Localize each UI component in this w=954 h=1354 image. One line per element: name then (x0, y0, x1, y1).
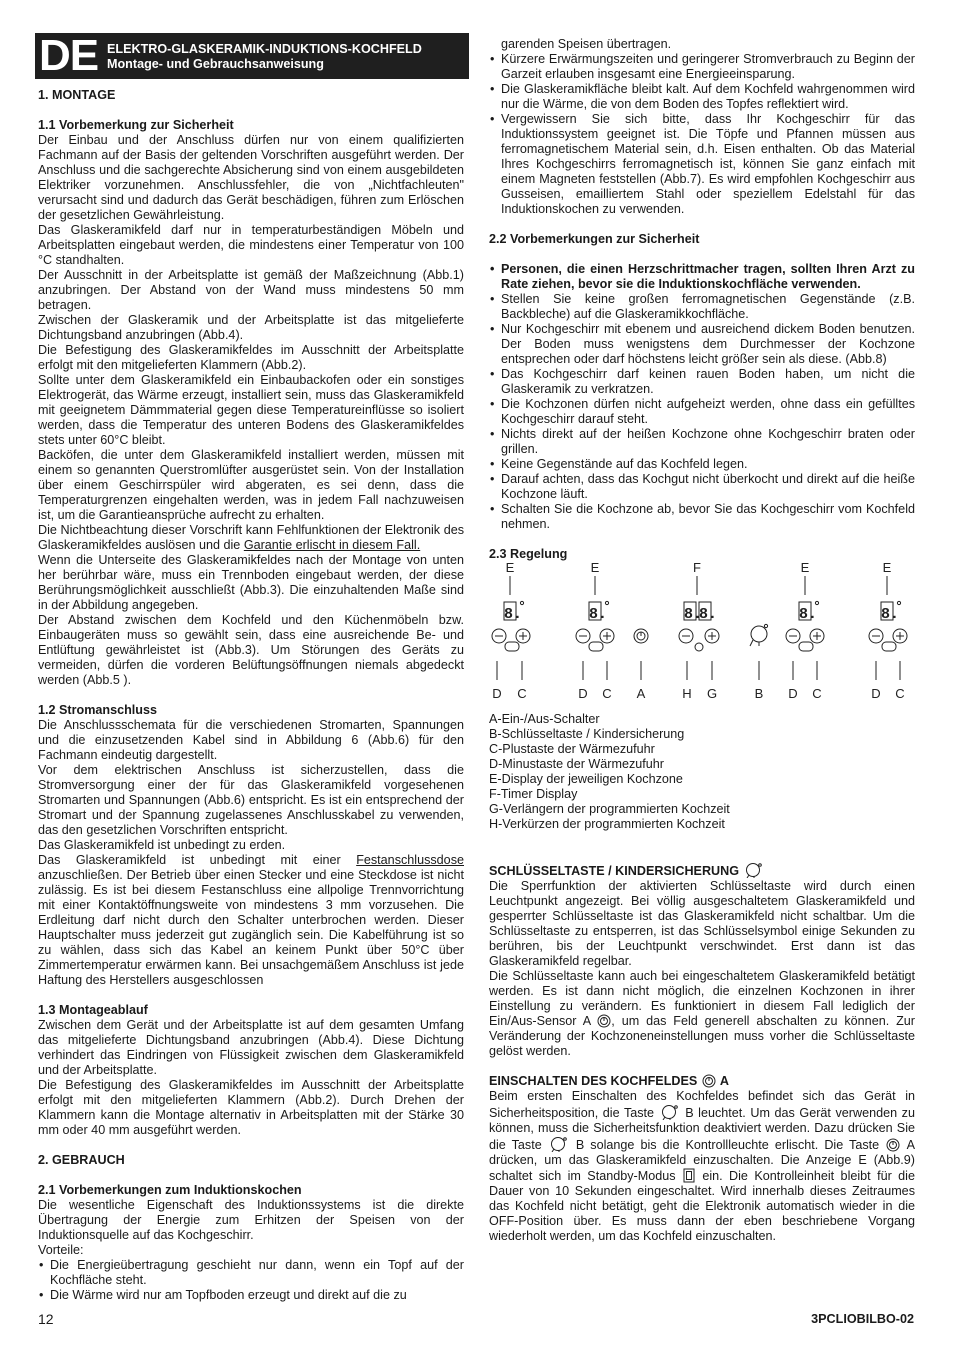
bullet-item: • Nur Kochgeschirr mit ebenem und ausreichend dickem Boden benutzen. Der Boden muss wenigstens dem Durchmesser der Kochzone entsprechen oder darf höchstens leicht größer sein als diese. (Abb.8) (489, 322, 915, 367)
continuation-text: garenden Speisen übertragen. (501, 37, 672, 51)
document-title: ELEKTRO-GLASKERAMIK-INDUKTIONS-KOCHFELD (107, 42, 422, 56)
legend-item: G-Verlängern der programmierten Kochzeit (489, 802, 730, 816)
paragraph: Die Befestigung des Glaskeramikfeldes im Ausschnitt der Arbeitsplatte erfolgt mit den mitgelieferten Klammern (Abb.2). (38, 343, 464, 372)
paragraph: Die Sperrfunktion der aktivierten Schlüsseltaste wird durch einen Leuchtpunkt angezeigt. Bei völlig ausgeschaltetem Glaskeramikfeld und gesperrter Schlüsseltaste ist das Glaskeramikfeld nicht schaltbar. Um die Schlüsseltaste zu entsperren, ist das Schlüsselsymbol einige Sekunden zu berühren, bis der Leuchtpunkt verschwindet. Erst dann ist das Glaskeramikfeld regelbar. (489, 879, 915, 968)
paragraph: Die wesentliche Eigenschaft des Induktionssystems ist die direkte Übertragung der Energie zum Erhitzen der Speisen von der Induktionsquelle auf das Kochgeschirr. (38, 1198, 464, 1242)
label-b: B (754, 686, 764, 701)
control-panel-diagram (489, 562, 915, 712)
plus-button-zone-1 (516, 629, 530, 643)
paragraph: Das Glaskeramikfeld darf nur in temperaturbeständigen Möbeln und Arbeitsplatten eingebaut werden, die mindestens einer Temperatur von 100 °C standhalten. (38, 223, 464, 267)
paragraph (489, 1089, 915, 1244)
language-code: DE (39, 31, 99, 80)
label-c: C (602, 686, 612, 701)
right-column (489, 37, 915, 1244)
zone-digit: 8. (881, 606, 900, 623)
text-span: Die Schlüsseltaste kann auch bei eingeschaltetem Glaskeramikfeld betätigt werden. Es ist dann nicht möglich, die einzelnen Kochzonen in ihrer Einstellung zu verändern. Es funktioniert in diesem Fall lediglich der Ein/Aus-Sensor A (489, 969, 915, 1028)
document-header (35, 33, 469, 79)
text-span: Die Nichtbeachtung dieser Vorschrift kann Fehlfunktionen der Elektronik des Glaskeramikfeldes auslösen und die (38, 523, 464, 552)
text-span: ein. Die Kontrolleinheit bleibt für die Dauer von 10 Sekunden eingeschaltet. Wird innerhalb dieses Zeitraumes das Kochfeld nicht betätigt, geht die Elektronik automatisch wieder in die OFF-Position über. Es muss dann der eben beschriebene Vorgang wiederholt werden, um das Kochfeld einzuschalten. (489, 1169, 915, 1243)
minus-button-zone-3 (786, 629, 800, 643)
bullet-item: • Die Glaskeramikfläche bleibt kalt. Auf dem Kochfeld wahrgenommen wird nur die Wärme, die von dem Boden des Topfes reflektiert wird. (489, 82, 915, 112)
label-c: C (517, 686, 527, 701)
bullet-item: • Das Kochgeschirr darf keinen rauen Boden haben, um nicht die Glaskeramik zu verkratzen. (489, 367, 915, 397)
paragraph: Vor dem elektrischen Anschluss ist sicherzustellen, dass die Stromversorgung einer der für das Glaskeramikfeld vorgesehenen Stromarten und Spannungen (Abb.6) entspricht. Es ist ein entsprechend der Stromart und der Spannung zugelassenes Anschlusskabel zu verwenden, das den gesetzlichen Vorschriften entspricht. (38, 763, 464, 837)
minus-button-zone-2 (576, 629, 590, 643)
bullet-item-warning: • Personen, die einen Herzschrittmacher tragen, sollten Ihren Arzt zu Rate ziehen, bevor sie die Induktionskochfläche verwenden. (489, 262, 915, 292)
section-heading: 1. MONTAGE (38, 88, 116, 102)
label-h: H (682, 686, 692, 701)
timer-digit: 8. (699, 606, 718, 623)
paragraph: Die Befestigung des Glaskeramikfeldes im Ausschnitt der Arbeitsplatte erfolgt mit den mitgelieferten Klammern (Abb.2). Durch Drehen der Klammern kann die Montage alternativ in Arbeitsplatten mit der Stärke 30 mm oder 40 mm ausgeführt werden. (38, 1078, 464, 1137)
label-e: E (590, 562, 600, 575)
power-icon (885, 1138, 901, 1152)
subsection-heading (489, 862, 915, 879)
subsection-heading (489, 1074, 915, 1089)
legend-item: F-Timer Display (489, 787, 578, 801)
document-subtitle: Montage- und Gebrauchsanweisung (107, 57, 324, 71)
standby-display-icon (682, 1168, 696, 1183)
paragraph: Sollte unter dem Glaskeramikfeld ein Einbaubackofen oder ein sonstiges Elektrogerät, das Wärme erzeugt, installiert sein, muss das Glaskeramikfeld mit geeignetem Dämmmaterial gegen diese Temperatureinflüsse so isoliert werden, dass die Temperatur des unteren Bodens des Glaskeramikfeldes stets unter 60°C bleibt. (38, 373, 464, 447)
power-icon (701, 1074, 717, 1088)
bullet-item: • Schalten Sie die Kochzone ab, bevor Sie das Kochgeschirr vom Kochfeld nehmen. (489, 502, 915, 532)
plus-button-zone-4 (893, 629, 907, 643)
legend-item: H-Verkürzen der programmierten Kochzeit (489, 817, 725, 831)
subsection-heading: 2.3 Regelung (489, 547, 568, 561)
paragraph: Vorteile: (38, 1243, 84, 1257)
left-column (38, 88, 464, 1303)
paragraph: Der Einbau und der Anschluss dürfen nur von einem qualifizierten Fachmann auf der Basis der geltenden Vorschriften ausgeführt werden. Der Anschluss und die sachgerechte Absicherung sind von einem ausgebildeten Elektriker vorzunehmen. Anschlussfehler, die von „Nichtfachleuten" verursacht sind und dadurch das Gerät beschädigen, führen zum Erlöschen der gesetzlichen Gewährleistung. (38, 133, 464, 222)
paragraph: Das Glaskeramikfeld ist unbedingt zu erden. (38, 838, 286, 852)
label-d: D (578, 686, 588, 701)
heading-text: SCHLÜSSELTASTE / KINDERSICHERUNG (489, 864, 740, 878)
paragraph (38, 523, 464, 553)
section-heading: 2. GEBRAUCH (38, 1153, 125, 1167)
legend-item: D-Minustaste der Wärmezufuhr (489, 757, 664, 771)
plus-button-zone-2 (600, 629, 614, 643)
bullet-item: • Darauf achten, dass das Kochgut nicht überkocht und direkt auf die heiße Kochzone läuft. (489, 472, 915, 502)
paragraph: Zwischen dem Gerät und der Arbeitsplatte ist auf dem gesamten Umfang das mitgelieferte Dichtungsband anzubringen (Abb.4). Diese Dichtung verhindert das Eindringen von Flüssigkeit zwischen dem Glaskeramikfeld und der Arbeitsplatte. (38, 1018, 464, 1077)
legend-item: E-Display der jeweiligen Kochzone (489, 772, 683, 786)
label-c: C (895, 686, 905, 701)
text-span: Das Glaskeramikfeld ist unbedingt mit einer (38, 853, 357, 867)
label-e: E (800, 562, 810, 575)
key-lock-icon (659, 1104, 681, 1120)
subsection-heading: 2.2 Vorbemerkungen zur Sicherheit (489, 232, 700, 246)
document-code: 3PCLIOBILBO-02 (811, 1312, 914, 1326)
bullet-item: • Die Kochzonen dürfen nicht aufgeheizt werden, ohne dass ein gefülltes Kochgeschirr darauf steht. (489, 397, 915, 427)
paragraph: Wenn die Unterseite des Glaskeramikfeldes nach der Montage von unten her berührbar wäre, muss ein Trennboden eingebaut werden, der diese Berührungsmöglichkeit ausschließt (Abb.3). Die einzuhaltenden Maße sind in der Abbildung angegeben. (38, 553, 464, 612)
bullet-item: • Stellen Sie keine großen ferromagnetischen Gegenstände (z.B. Backbleche) auf die Glaskeramikkochfläche. (489, 292, 915, 322)
bullet-item: • Keine Gegenstände auf das Kochfeld legen. (489, 457, 915, 472)
label-d: D (492, 686, 502, 701)
timer-digit: 8. (684, 606, 703, 623)
minus-button-zone-1 (492, 629, 506, 643)
label-c: C (812, 686, 822, 701)
timer-minus-button (679, 629, 693, 643)
text-span: anzuschließen. Der Betrieb über einen Stecker und eine Steckdose ist nicht zulässig. Es ist bei diesem Festanschluss eine allpolige Trennvorrichtung mit einer Kontaktöffnungsweite von mindestens 3 mm vorzusehen. Die Erdleitung darf nicht durch den Schalter unterbrochen werden. Dieser Hauptschalter muss jederzeit gut zugänglich sein. Die Kabelführung ist so zu wählen, dass sich das Kabel an keinem Punkt über 50°C über Zimmertemperatur erwärmen kann. Bei unsachgemäßem Anschluss ist jede Haftung des Herstellers ausgeschlossen (38, 868, 464, 987)
legend-list (489, 712, 915, 832)
paragraph: Der Abstand zwischen dem Kochfeld und den Küchenmöbeln bzw. Einbaugeräten muss so gewählt sein, dass eine ausreichende Be- und Entlüftung gewährleistet ist (Abb.3). Um Störungen des Geräts zu vermeiden, dürfen die vorderen Belüftungsöffnungen niemals abgedeckt werden (Abb.5 ). (38, 613, 464, 687)
text-span: Beim ersten Einschalten des Kochfeldes befindet sich das Gerät in Sicherheitsposition, die Taste (489, 1089, 915, 1120)
paragraph: Der Ausschnitt in der Arbeitsplatte ist gemäß der Maßzeichnung (Abb.1) anzubringen. Der Abstand von der Wand muss mindestens 50 mm betragen. (38, 268, 464, 312)
label-d: D (788, 686, 798, 701)
text-span: A drücken, um das Glaskeramikfeld einzuschalten. Die Anzeige E (Abb.9) schaltet sich im Standby-Modus (489, 1138, 915, 1183)
legend-item: B-Schlüsseltaste / Kindersicherung (489, 727, 685, 741)
zone-digit: 8. (589, 606, 608, 623)
label-g: G (706, 686, 718, 701)
heading-suffix: A (716, 1074, 729, 1088)
label-e: E (505, 562, 515, 575)
text-span: B solange bis die Kontrollleuchte erlischt. Die Taste (569, 1138, 886, 1152)
bullet-item: • Die Energieübertragung geschieht nur dann, wenn ein Topf auf der Kochfläche steht. (38, 1258, 464, 1288)
paragraph: Die Anschlussschemata für die verschiedenen Stromarten, Spannungen und die einzusetzenden Kabel sind in Abbildung 6 (Abb.6) für den Fachmann eindeutig dargestellt. (38, 718, 464, 762)
minus-button-zone-4 (869, 629, 883, 643)
text-span: B leuchtet. Um das Gerät verwenden zu können, muss die Sicherheitsfunktion deaktiviert werden. Dazu drücken Sie die Taste (489, 1106, 915, 1152)
key-lock-icon (548, 1136, 570, 1152)
bullet-item: • Die Wärme wird nur am Topfboden erzeugt und direkt auf die zu (38, 1288, 464, 1303)
legend-item: C-Plustaste der Wärmezufuhr (489, 742, 655, 756)
zone-digit: 8. (799, 606, 818, 623)
label-d: D (871, 686, 881, 701)
bullet-item: • Kürzere Erwärmungszeiten und geringerer Stromverbrauch zu Beginn der Garzeit erlauben insgesamt eine Energieeinsparung. (489, 52, 915, 82)
plus-button-zone-3 (810, 629, 824, 643)
label-a: A (636, 686, 646, 701)
subsection-heading: 2.1 Vorbemerkungen zum Induktionskochen (38, 1183, 302, 1197)
subsection-heading: 1.3 Montageablauf (38, 1003, 148, 1017)
paragraph (489, 969, 915, 1059)
heading-text: EINSCHALTEN DES KOCHFELDES (489, 1074, 698, 1088)
subsection-heading: 1.2 Stromanschluss (38, 703, 157, 717)
bullet-item: • Vergewissern Sie sich bitte, dass Ihr Kochgeschirr für das Induktionssystem geeignet ist. Die Töpfe und Pfannen müssen aus ferromagnetischem Material sein, d.h. Eisen enthalten. Ob das Material Ihres Kochgeschirrs ferromagnetisch ist, können Sie ganz einfach mit einem Magneten feststellen (Abb.7). Es wird empfohlen Kochgeschirr aus Gusseisen, emailliertem Stahl oder speziellem Edelstahl für das Induktionskochen zu verwenden. (489, 112, 915, 217)
underlined-text: Garantie erlischt in diesem Fall. (243, 538, 421, 552)
zone-digit: 8. (504, 606, 523, 623)
underlined-text: Festanschlussdose (356, 853, 464, 867)
key-lock-icon (743, 862, 765, 878)
paragraph (38, 853, 464, 988)
key-lock-button (750, 624, 768, 646)
timer-plus-button (705, 629, 719, 643)
text-span: , um das Feld generell abschalten zu können. Zur Veränderung der Kochzoneneinstellungen muss vorher die Schlüsseltaste gelöst werden. (489, 1014, 915, 1058)
control-panel-drawing (489, 562, 915, 712)
subsection-heading: 1.1 Vorbemerkung zur Sicherheit (38, 118, 234, 132)
paragraph: Backöfen, die unter dem Glaskeramikfeld installiert werden, müssen mit einem so genannten Querstromlüfter ausgerüstet sein. Von der Installation über einem Geschirrspüler wird abgeraten, es sei denn, dass die Temperaturgrenzen eingehalten werden, was in jedem Fall nachzuweisen ist, um die Garantieansprüche aufrecht zu erhalten. (38, 448, 464, 522)
label-e: E (882, 562, 892, 575)
power-button (634, 629, 648, 643)
bullet-item: • Nichts direkt auf der heißen Kochzone ohne Kochgeschirr braten oder grillen. (489, 427, 915, 457)
page-number: 12 (38, 1311, 54, 1327)
power-icon (597, 1014, 611, 1028)
legend-item: A-Ein-/Aus-Schalter (489, 712, 600, 726)
label-f: F (693, 562, 701, 575)
paragraph: Zwischen der Glaskeramik und der Arbeitsplatte ist das mitgelieferte Dichtungsband anzubringen (Abb.4). (38, 313, 464, 342)
